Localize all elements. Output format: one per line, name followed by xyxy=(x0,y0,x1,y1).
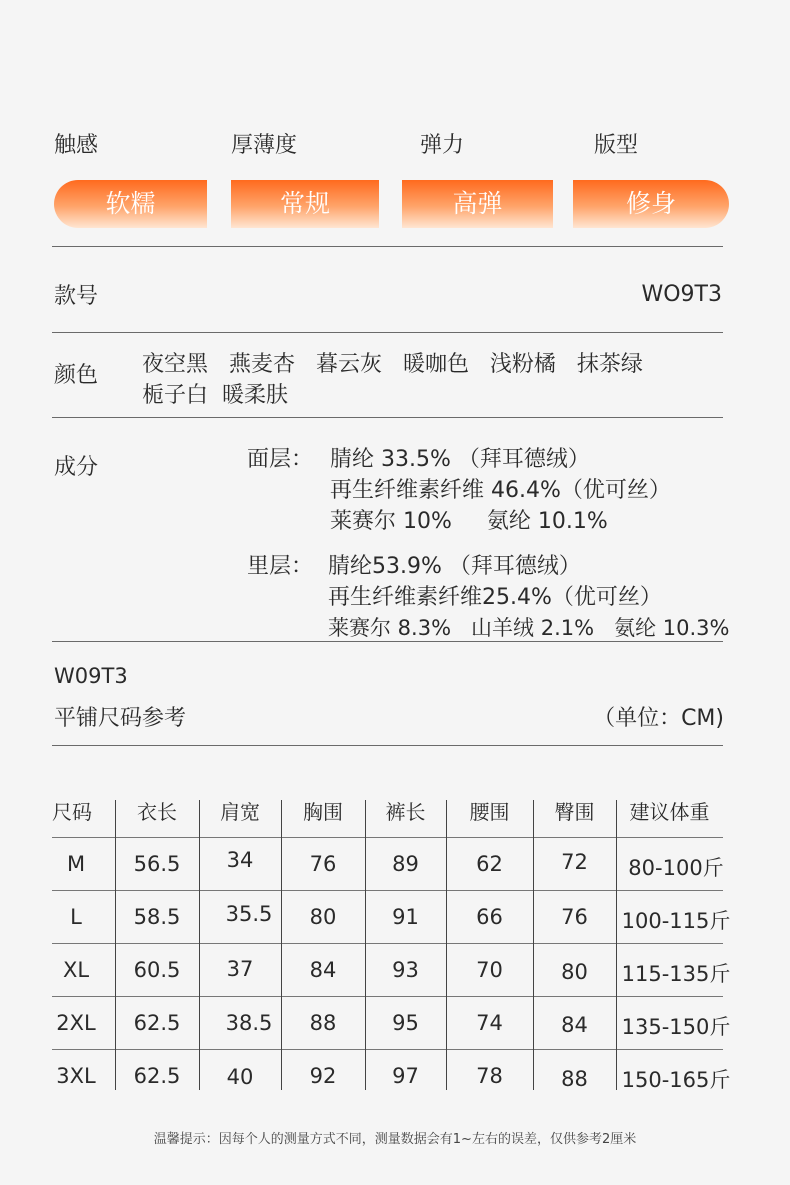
cell-waist: 78 xyxy=(476,1064,503,1088)
inner-layer-line-1: 腈纶53.9% （拜耳德绒） xyxy=(328,554,581,579)
divider xyxy=(52,745,723,746)
cell-size: 3XL xyxy=(56,1064,96,1088)
cell-hip: 88 xyxy=(561,1067,588,1091)
cell-waist: 74 xyxy=(476,1011,503,1035)
feature-value-touch: 软糯 xyxy=(54,180,207,228)
feature-label-touch: 触感 xyxy=(54,133,99,158)
table-col-line xyxy=(199,800,200,1090)
cell-length: 56.5 xyxy=(133,852,181,876)
cell-size: M xyxy=(66,852,86,876)
table-col-line xyxy=(446,800,447,1090)
cell-weight: 115-135斤 xyxy=(621,962,731,986)
divider xyxy=(52,417,723,418)
outer-layer-label: 面层： xyxy=(247,447,314,472)
divider xyxy=(52,641,723,642)
table-col-line xyxy=(365,800,366,1090)
size-chart-unit: （单位：CM) xyxy=(593,706,724,731)
cell-chest: 76 xyxy=(309,852,337,876)
cell-weight: 100-115斤 xyxy=(621,909,731,933)
header-size: 尺码 xyxy=(52,800,92,824)
feature-label-fit: 版型 xyxy=(594,133,639,158)
cell-waist: 66 xyxy=(476,905,503,929)
header-waist: 腰围 xyxy=(469,800,510,824)
header-weight: 建议体重 xyxy=(629,800,710,824)
table-col-line xyxy=(115,800,116,1090)
feature-value-thickness: 常规 xyxy=(231,180,379,228)
header-chest: 胸围 xyxy=(303,800,343,824)
cell-pants-length: 91 xyxy=(392,905,419,929)
cell-shoulder: 34 xyxy=(226,848,254,872)
feature-value-fit: 修身 xyxy=(573,180,729,228)
inner-layer-line-2: 再生纤维素纤维25.4%（优可丝） xyxy=(328,585,662,610)
cell-pants-length: 89 xyxy=(392,852,419,876)
composition-label: 成分 xyxy=(54,455,99,480)
cell-size: L xyxy=(70,905,82,929)
header-length: 衣长 xyxy=(137,800,177,824)
feature-label-thickness: 厚薄度 xyxy=(231,133,298,158)
cell-weight: 80-100斤 xyxy=(628,856,724,880)
colors-line-1: 夜空黑 燕麦杏 暮云灰 暖咖色 浅粉橘 抹茶绿 xyxy=(142,352,643,377)
outer-layer-line-3: 莱赛尔 10% 氨纶 10.1% xyxy=(330,509,608,534)
table-col-line xyxy=(533,800,534,1090)
cell-chest: 84 xyxy=(309,958,337,982)
table-row-line xyxy=(52,1049,723,1050)
cell-length: 62.5 xyxy=(133,1064,181,1088)
inner-layer-label: 里层： xyxy=(247,554,314,579)
cell-pants-length: 93 xyxy=(392,958,419,982)
cell-chest: 92 xyxy=(309,1064,337,1088)
cell-weight: 150-165斤 xyxy=(621,1068,731,1092)
table-row-line xyxy=(52,996,723,997)
header-hip: 臀围 xyxy=(554,800,595,824)
cell-waist: 70 xyxy=(476,958,503,982)
divider xyxy=(52,332,723,333)
cell-hip: 76 xyxy=(561,905,588,929)
cell-length: 62.5 xyxy=(133,1011,181,1035)
cell-shoulder: 38.5 xyxy=(225,1011,273,1035)
measurement-footnote: 温馨提示：因每个人的测量方式不同，测量数据会有1~左右的误差，仅供参考2厘米 xyxy=(153,1132,637,1147)
table-row-line xyxy=(52,837,723,838)
cell-length: 60.5 xyxy=(133,958,181,982)
cell-hip: 84 xyxy=(561,1013,588,1037)
outer-layer-line-1: 腈纶 33.5% （拜耳德绒） xyxy=(330,447,590,472)
cell-hip: 72 xyxy=(561,850,588,874)
cell-chest: 80 xyxy=(309,905,337,929)
cell-shoulder: 35.5 xyxy=(225,902,273,926)
cell-length: 58.5 xyxy=(133,905,181,929)
inner-layer-line-3: 莱赛尔 8.3% 山羊绒 2.1% 氨纶 10.3% xyxy=(328,616,730,640)
cell-pants-length: 95 xyxy=(392,1011,419,1035)
header-pants-length: 裤长 xyxy=(385,800,426,824)
divider xyxy=(52,246,723,247)
feature-value-elasticity: 高弹 xyxy=(402,180,553,228)
cell-size: 2XL xyxy=(56,1011,96,1035)
cell-hip: 80 xyxy=(561,960,588,984)
cell-chest: 88 xyxy=(309,1011,337,1035)
table-col-line xyxy=(616,800,617,1090)
cell-pants-length: 97 xyxy=(392,1064,419,1088)
table-col-line xyxy=(281,800,282,1090)
table-row-line xyxy=(52,943,723,944)
cell-waist: 62 xyxy=(476,852,503,876)
table-row-line xyxy=(52,890,723,891)
size-chart-code: W09T3 xyxy=(54,664,128,688)
colors-label: 颜色 xyxy=(54,363,99,388)
cell-shoulder: 37 xyxy=(226,957,254,981)
header-shoulder: 肩宽 xyxy=(220,800,260,824)
colors-line-2: 栀子白 暖柔肤 xyxy=(142,383,288,408)
style-no-label: 款号 xyxy=(54,284,99,309)
cell-weight: 135-150斤 xyxy=(621,1015,731,1039)
outer-layer-line-2: 再生纤维素纤维 46.4%（优可丝） xyxy=(330,478,671,503)
feature-label-elasticity: 弹力 xyxy=(420,133,465,158)
style-no-value: WO9T3 xyxy=(641,282,722,307)
size-chart-title: 平铺尺码参考 xyxy=(54,706,187,731)
cell-size: XL xyxy=(62,958,90,982)
cell-shoulder: 40 xyxy=(226,1065,254,1089)
